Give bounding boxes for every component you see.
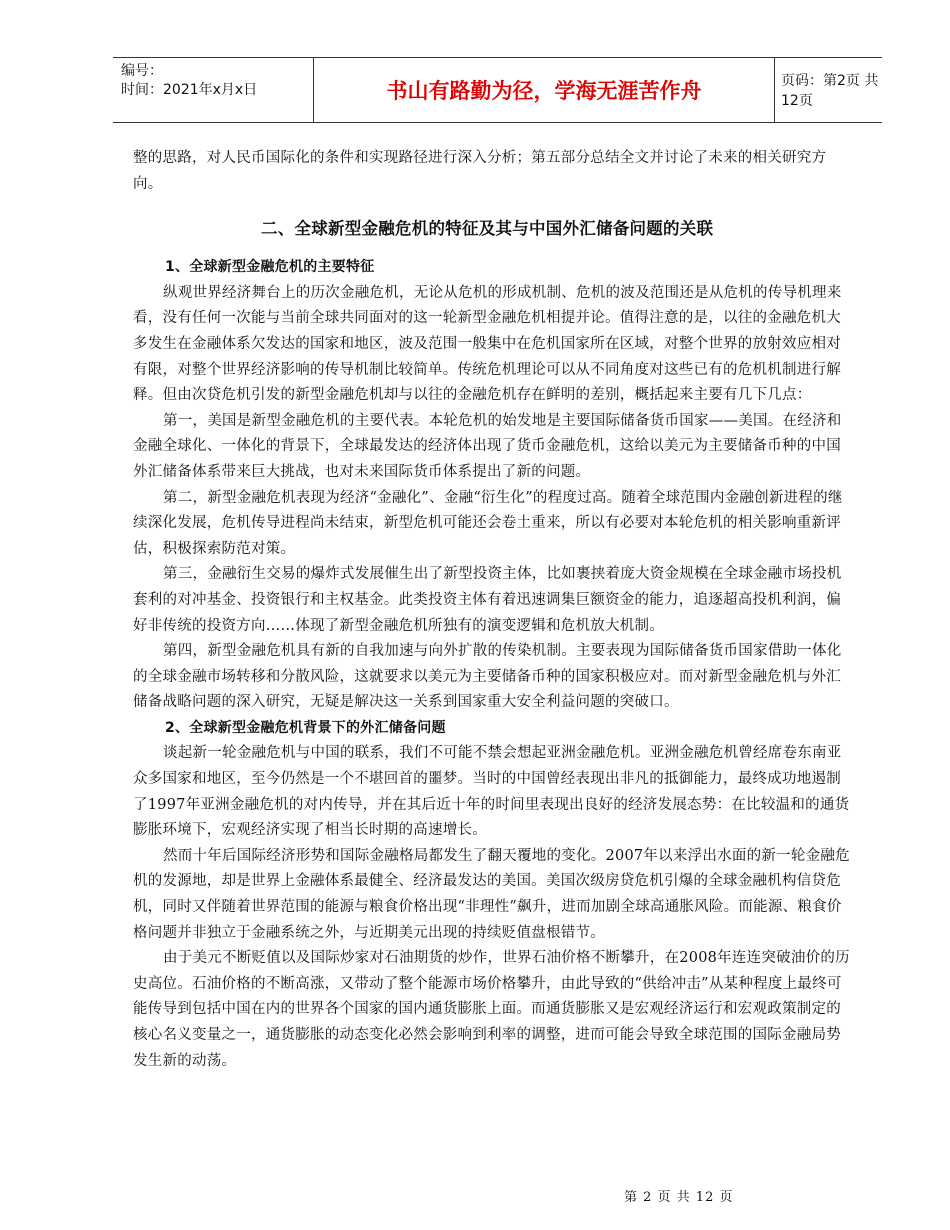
footer-page-number: 第 2 页 共 12 页 (624, 1190, 734, 1205)
paragraph: 纵观世界经济舞台上的历次金融危机，无论从危机的形成机制、危机的波及范围还是从危机的传导机理来看，没有任何一次能与当前全球共同面对的这一轮新型金融危机相提并论。值得注意的是，以往的金融危机大多发生在金融体系欠发达的国家和地区，波及范围一般集中在危机国家所在区域，对整个世界的放射效应相对有限，对整个世界经济影响的传导机制比较简单。传统危机理论可以从不同角度对这些已有的危机机制进行解释。但由次贷危机引发的新型金融危机却与以往的金融危机存在鲜明的差别，概括起来主要有几下几点： (133, 284, 842, 404)
paragraph: 第一，美国是新型金融危机的主要代表。本轮危机的始发地是主要国际储备货币国家——美国。在经济和金融全球化、一体化的背景下，全球最发达的经济体出现了货币金融危机，这给以美元为主要储备币种的中国外汇储备体系带来巨大挑战，也对未来国际货币体系提出了新的问题。 (133, 412, 842, 480)
subsection-heading-1: 1、全球新型金融危机的主要特征 (165, 259, 375, 276)
subsection-heading-2: 2、全球新型金融危机背景下的外汇储备问题 (165, 719, 446, 736)
motto-text: 书山有路勤为径，学海无涯苦作舟 (386, 79, 702, 103)
paragraph: 第三，金融衍生交易的爆炸式发展催生出了新型投资主体，比如裹挟着庞大资金规模在全球金融市场投机套利的对冲基金、投资银行和主权基金。此类投资主体有着迅速调集巨额资金的能力，追逐超高投机利润，偏好非传统的投资方向……体现了新型金融危机所独有的演变逻辑和危机放大机制。 (133, 566, 842, 634)
paragraph: 第四，新型金融危机具有新的自我加速与向外扩散的传染机制。主要表现为国际储备货币国家借助一体化的全球金融市场转移和分散风险，这就要求以美元为主要储备币种的国家积极应对。而对新型金融危机与外汇储备战略问题的深入研究，无疑是解决这一关系到国家重大安全利益问题的突破口。 (133, 643, 842, 711)
header-meta (121, 62, 306, 100)
header-page-info (781, 58, 882, 122)
document-number-label: 编号： (121, 63, 163, 79)
paragraph: 第二，新型金融危机表现为经济“金融化”、金融“衍生化”的程度过高。随着全球范围内金融创新进程的继续深化发展，危机传导进程尚未结束，新型危机可能还会卷土重来，所以有必要对本轮危机的相关影响重新评估，积极探索防范对策。 (133, 489, 843, 557)
section-heading: 二、全球新型金融危机的特征及其与中国外汇储备问题的关联 (261, 219, 714, 239)
document-date-label: 时间：2021年x月x日 (121, 82, 258, 98)
page-footer (624, 1186, 733, 1205)
paragraph: 由于美元不断贬值以及国际炒家对石油期货的炒作，世界石油价格不断攀升，在2008年连连突破油价的历史高位。石油价格的不断高涨，又带动了整个能源市场价格攀升，由此导致的“供给冲击”从某种程度上最终可能传导到包括中国在内的世界各个国家的国内通货膨胀上面。而通货膨胀又是宏观经济运行和宏观政策制定的核心名义变量之一，通货膨胀的动态变化必然会影响到利率的调整，进而可能会导致全球范围的国际金融局势发生新的动荡。 (133, 950, 850, 1069)
header-motto (313, 58, 775, 122)
paragraph: 整的思路，对人民币国际化的条件和实现路径进行深入分析；第五部分总结全文并讨论了未来的相关研究方向。 (133, 150, 827, 192)
paragraph: 然而十年后国际经济形势和国际金融格局都发生了翻天覆地的变化。2007年以来浮出水面的新一轮金融危机的发源地，却是世界上金融体系最健全、经济最发达的美国。美国次级房贷危机引爆的全球金融机构信贷危机，同时又伴随着世界范围的能源与粮食价格出现“非理性”飙升，进而加剧全球高通胀风险。而能源、粮食价格问题并非独立于金融系统之外，与近期美元出现的持续贬值盘根错节。 (133, 847, 850, 941)
document-body (133, 146, 853, 1074)
page-number-label: 页码：第2页 共12页 (781, 73, 879, 109)
paragraph: 谈起新一轮金融危机与中国的联系，我们不可能不禁会想起亚洲金融危机。亚洲金融危机曾经席卷东南亚众多国家和地区，至今仍然是一个不堪回首的噩梦。当时的中国曾经表现出非凡的抵御能力，最终成功地遏制了1997年亚洲金融危机的对内传导，并在其后近十年的时间里表现出良好的经济发展态势：在比较温和的通货膨胀环境下，宏观经济实现了相当长时期的高速增长。 (133, 745, 850, 839)
page-header (113, 57, 882, 123)
